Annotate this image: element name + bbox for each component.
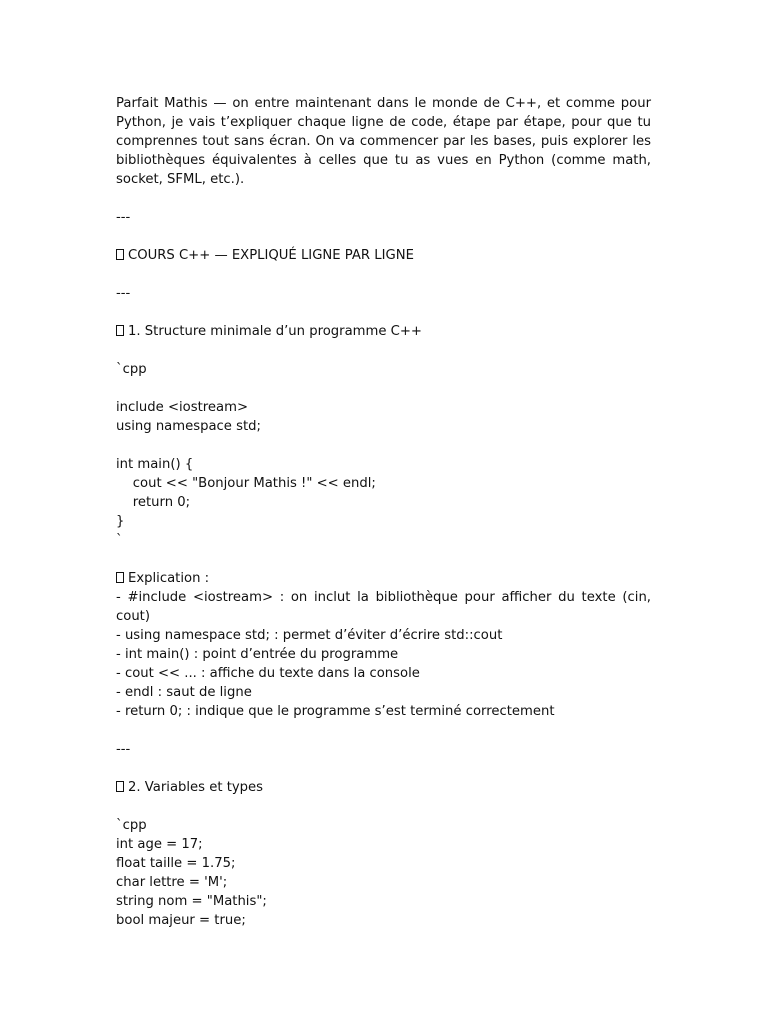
document-page	[116, 94, 651, 930]
separator: ---	[116, 286, 131, 301]
blank-line	[116, 227, 651, 246]
section1-title-line	[116, 322, 651, 341]
code-fence-close: `	[116, 533, 123, 548]
section1-title: 1. Structure minimale d’un programme C++	[128, 324, 422, 339]
blank-line	[116, 721, 651, 740]
blank-line	[116, 550, 651, 569]
explanation-item: - endl : saut de ligne	[116, 685, 252, 700]
explanation-title: Explication :	[128, 571, 210, 586]
blank-line	[116, 189, 651, 208]
blank-line	[116, 341, 651, 360]
code-fence-open: `cpp	[116, 362, 147, 377]
intro-paragraph: Parfait Mathis — on entre maintenant dans le monde de C++, et comme pour Python, je vais t’expliquer chaque ligne de code, étape par étape, pour que tu comprennes tout sans écran. On va commencer par les bases, puis explorer les bibliothèques équivalentes à celles que tu as vues en Python (comme math, socket, SFML, etc.).	[116, 96, 651, 187]
explanation-item: - #include <iostream> : on inclut la bibliothèque pour afficher du texte (cin, cout)	[116, 590, 651, 624]
code-fence-open: `cpp	[116, 818, 147, 833]
missing-glyph-icon	[116, 249, 124, 260]
code-line: cout << "Bonjour Mathis !" << endl;	[116, 476, 376, 491]
explanation-title-line	[116, 569, 651, 588]
course-title: COURS C++ — EXPLIQUÉ LIGNE PAR LIGNE	[128, 248, 414, 263]
explanation-item: - cout << ... : affiche du texte dans la console	[116, 666, 420, 681]
code-line: include <iostream>	[116, 400, 249, 415]
explanation-item: - int main() : point d’entrée du programme	[116, 647, 399, 662]
missing-glyph-icon	[116, 325, 124, 336]
blank-line	[116, 759, 651, 778]
code-line: int age = 17;	[116, 837, 203, 852]
missing-glyph-icon	[116, 781, 124, 792]
code-line: string nom = "Mathis";	[116, 894, 267, 909]
missing-glyph-icon	[116, 572, 124, 583]
code-line: int main() {	[116, 457, 194, 472]
blank-line	[116, 379, 651, 398]
explanation-item: - using namespace std; : permet d’éviter d’écrire std::cout	[116, 628, 503, 643]
code-line: }	[116, 514, 125, 529]
code-line: char lettre = 'M';	[116, 875, 228, 890]
code-line: float taille = 1.75;	[116, 856, 236, 871]
code-line: return 0;	[116, 495, 191, 510]
blank-line	[116, 797, 651, 816]
section2-title-line	[116, 778, 651, 797]
code-line: using namespace std;	[116, 419, 261, 434]
code-line: bool majeur = true;	[116, 913, 246, 928]
course-title-line	[116, 246, 651, 265]
code-line	[116, 436, 651, 455]
blank-line	[116, 303, 651, 322]
separator: ---	[116, 742, 131, 757]
separator: ---	[116, 210, 131, 225]
section2-title: 2. Variables et types	[128, 780, 264, 795]
explanation-item: - return 0; : indique que le programme s’est terminé correctement	[116, 704, 555, 719]
blank-line	[116, 265, 651, 284]
